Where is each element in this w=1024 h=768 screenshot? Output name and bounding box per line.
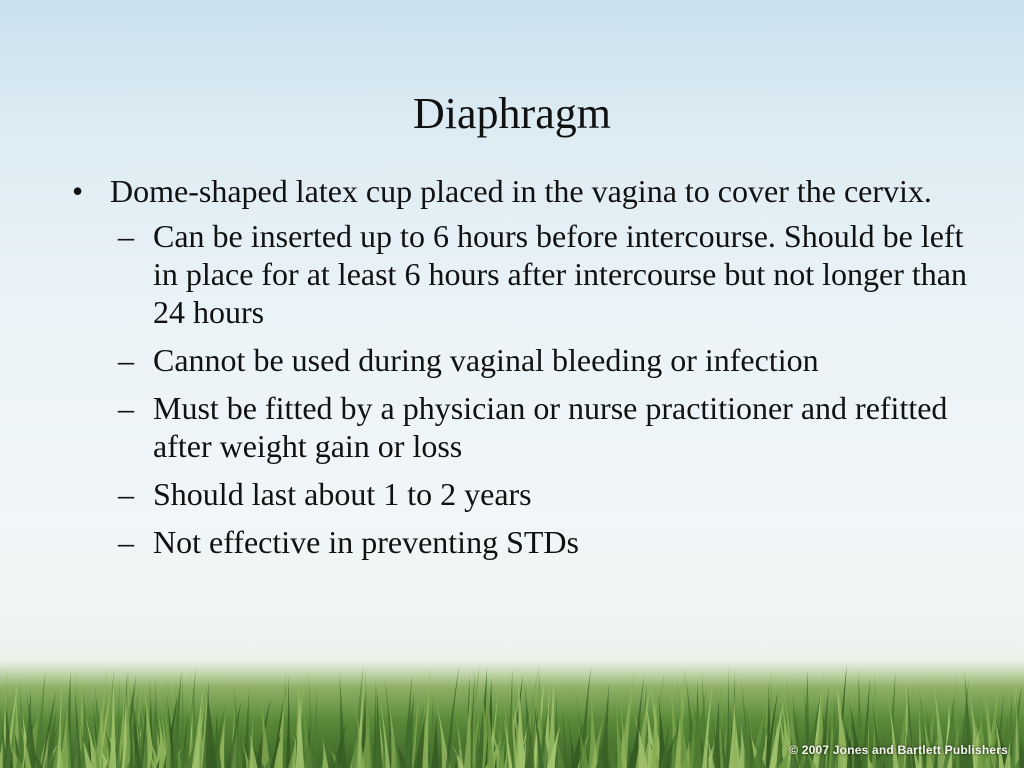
slide-title: Diaphragm: [413, 89, 611, 138]
dash-marker: –: [118, 342, 134, 378]
sub-bullet-text: Not effective in preventing STDs: [153, 524, 579, 560]
dash-marker: –: [118, 476, 134, 512]
slide-content: [72, 172, 972, 571]
dash-marker: –: [118, 218, 134, 254]
sub-bullet-text: Cannot be used during vaginal bleeding or infection: [153, 342, 819, 378]
sub-bullet: [118, 341, 972, 379]
sub-bullet: [118, 523, 972, 561]
sub-bullet-list: [72, 217, 972, 561]
sub-bullet: [118, 389, 972, 465]
sub-bullet: [118, 217, 972, 331]
bullet-marker: •: [72, 173, 84, 209]
sub-bullet-text: Can be inserted up to 6 hours before intercourse. Should be left in place for at least 6 hours after intercourse but not longer than 24 hours: [153, 218, 967, 330]
sub-bullet-text: Must be fitted by a physician or nurse practitioner and refitted after weight gain or loss: [153, 390, 948, 464]
dash-marker: –: [118, 524, 134, 560]
sub-bullet-text: Should last about 1 to 2 years: [153, 476, 532, 512]
dash-marker: –: [118, 390, 134, 426]
sub-bullet: [118, 475, 972, 513]
copyright-notice: © 2007 Jones and Bartlett Publishers: [789, 743, 1008, 757]
main-bullet-text: Dome-shaped latex cup placed in the vagina to cover the cervix.: [110, 173, 932, 209]
main-bullet: [72, 172, 972, 210]
